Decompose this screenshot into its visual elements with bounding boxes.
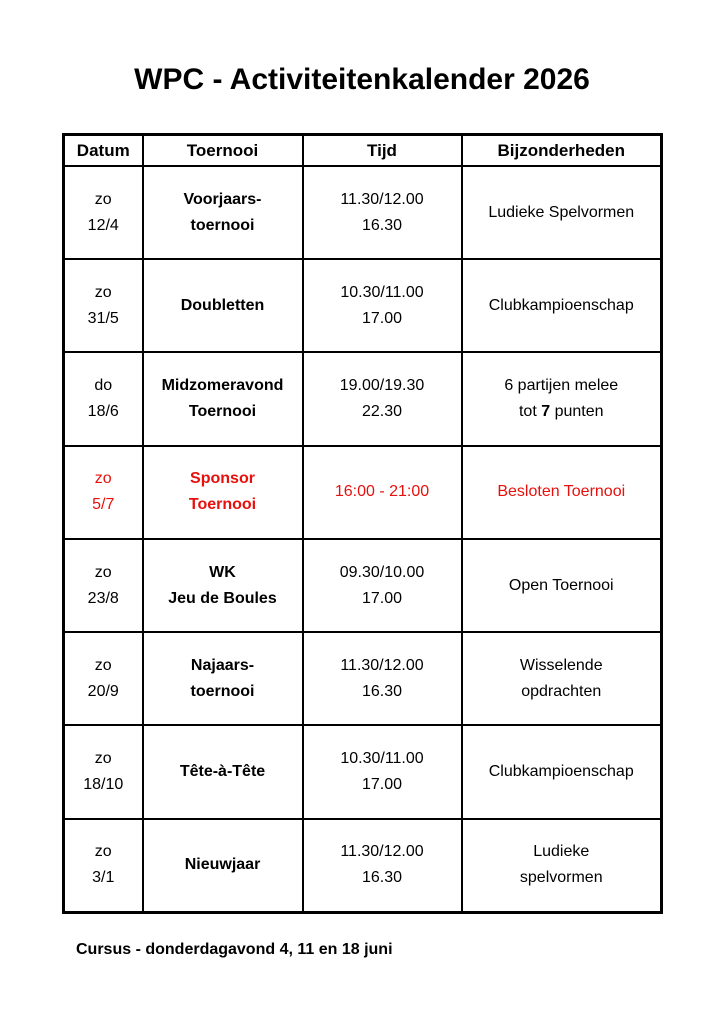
toernooi-cell-line: Sponsor xyxy=(190,470,255,488)
tijd-cell-line: 10.30/11.00 xyxy=(340,750,424,768)
datum-cell xyxy=(64,166,143,259)
toernooi-cell xyxy=(143,352,303,445)
datum-cell-line: zo xyxy=(94,190,112,208)
table-row xyxy=(64,632,662,725)
bijzonderheden-cell-line: Wisselende xyxy=(519,656,603,674)
toernooi-cell-line: Voorjaars- xyxy=(183,190,262,208)
bijzonderheden-cell-line: 6 partijen melee xyxy=(504,377,619,395)
tijd-cell-line: 19.00/19.30 xyxy=(339,377,425,395)
toernooi-cell-line: Jeu de Boules xyxy=(168,589,277,607)
bijzonderheden-cell xyxy=(462,352,662,445)
datum-cell-line: zo xyxy=(94,283,112,301)
datum-cell-line: 20/9 xyxy=(87,682,119,700)
bijzonderheden-cell xyxy=(462,259,662,352)
bijzonderheden-cell xyxy=(462,446,662,539)
tijd-cell xyxy=(303,725,462,818)
datum-cell-line: zo xyxy=(94,656,112,674)
tijd-cell-line: 16:00 - 21:00 xyxy=(334,483,430,501)
bijzonderheden-cell-line: Besloten Toernooi xyxy=(497,483,626,501)
toernooi-cell-line: toernooi xyxy=(190,682,255,700)
datum-cell xyxy=(64,632,143,725)
table-row xyxy=(64,446,662,539)
toernooi-cell-line: toernooi xyxy=(190,216,255,234)
tijd-cell xyxy=(303,446,462,539)
bijzonderheden-cell xyxy=(462,725,662,818)
tijd-cell-line: 17.00 xyxy=(361,309,403,327)
points-number: 7 xyxy=(541,403,551,421)
datum-cell-line: zo xyxy=(94,563,112,581)
tijd-cell-line: 11.30/12.00 xyxy=(340,190,424,208)
tijd-cell xyxy=(303,632,462,725)
toernooi-cell-line: WK xyxy=(209,563,236,581)
datum-cell-line: zo xyxy=(94,843,112,861)
datum-cell-line: 18/10 xyxy=(83,776,124,794)
tijd-cell-line: 09.30/10.00 xyxy=(339,563,425,581)
datum-cell-line: do xyxy=(94,377,113,395)
bijzonderheden-cell-line: tot 7 punten xyxy=(518,403,604,421)
bijzonderheden-cell-line: Open Toernooi xyxy=(508,576,614,594)
activity-calendar-table xyxy=(62,133,663,914)
tijd-cell-line: 17.00 xyxy=(361,776,403,794)
bijzonderheden-cell xyxy=(462,166,662,259)
toernooi-cell-line: Najaars- xyxy=(190,656,255,674)
tijd-cell xyxy=(303,259,462,352)
toernooi-cell-line: Toernooi xyxy=(188,496,257,514)
tijd-cell-line: 11.30/12.00 xyxy=(340,843,424,861)
bijzonderheden-cell xyxy=(462,539,662,632)
tijd-cell-line: 22.30 xyxy=(361,403,403,421)
header-bijzonderheden: Bijzonderheden xyxy=(462,135,662,167)
header-toernooi: Toernooi xyxy=(143,135,303,167)
bijzonderheden-cell-line: Clubkampioenschap xyxy=(488,296,634,314)
datum-cell-line: zo xyxy=(94,750,112,768)
table-body xyxy=(64,166,662,913)
toernooi-cell-line: Doubletten xyxy=(180,296,265,314)
datum-cell xyxy=(64,446,143,539)
tijd-cell-line: 10.30/11.00 xyxy=(340,283,424,301)
datum-cell-line: 3/1 xyxy=(92,869,115,887)
table-row xyxy=(64,539,662,632)
toernooi-cell-line: Toernooi xyxy=(188,403,257,421)
bijzonderheden-cell xyxy=(462,632,662,725)
course-note: Cursus - donderdagavond 4, 11 en 18 juni xyxy=(76,941,393,958)
tijd-cell xyxy=(303,166,462,259)
datum-cell xyxy=(64,259,143,352)
page-title: WPC - Activiteitenkalender 2026 xyxy=(134,63,590,96)
table-row xyxy=(64,259,662,352)
table-row xyxy=(64,166,662,259)
tijd-cell-line: 16.30 xyxy=(361,216,403,234)
toernooi-cell-line: Tête-à-Tête xyxy=(179,763,266,781)
datum-cell-line: 5/7 xyxy=(92,496,115,514)
tijd-cell-line: 16.30 xyxy=(361,682,403,700)
datum-cell-line: zo xyxy=(94,470,112,488)
table-header-row xyxy=(64,135,662,167)
toernooi-cell xyxy=(143,632,303,725)
toernooi-cell xyxy=(143,166,303,259)
datum-cell xyxy=(64,539,143,632)
bijzonderheden-cell xyxy=(462,819,662,913)
tijd-cell xyxy=(303,352,462,445)
header-tijd: Tijd xyxy=(303,135,462,167)
header-datum: Datum xyxy=(64,135,143,167)
toernooi-cell xyxy=(143,819,303,913)
tijd-cell-line: 16.30 xyxy=(361,869,403,887)
datum-cell xyxy=(64,819,143,913)
table-row xyxy=(64,819,662,913)
tijd-cell-line: 11.30/12.00 xyxy=(340,656,424,674)
toernooi-cell xyxy=(143,446,303,539)
datum-cell xyxy=(64,725,143,818)
table-row xyxy=(64,725,662,818)
tijd-cell-line: 17.00 xyxy=(361,589,403,607)
datum-cell xyxy=(64,352,143,445)
table-row xyxy=(64,352,662,445)
datum-cell-line: 23/8 xyxy=(87,589,119,607)
toernooi-cell-line: Midzomeravond xyxy=(161,377,284,395)
datum-cell-line: 18/6 xyxy=(87,403,119,421)
toernooi-cell xyxy=(143,539,303,632)
bijzonderheden-cell-line: Clubkampioenschap xyxy=(488,763,634,781)
tijd-cell xyxy=(303,819,462,913)
bijzonderheden-cell-line: opdrachten xyxy=(521,682,602,700)
datum-cell-line: 31/5 xyxy=(87,309,119,327)
datum-cell-line: 12/4 xyxy=(87,216,119,234)
toernooi-cell xyxy=(143,259,303,352)
bijzonderheden-cell-line: spelvormen xyxy=(519,869,603,887)
bijzonderheden-cell-line: Ludieke xyxy=(533,843,590,861)
tijd-cell xyxy=(303,539,462,632)
bijzonderheden-cell-line: Ludieke Spelvormen xyxy=(488,203,635,221)
toernooi-cell xyxy=(143,725,303,818)
toernooi-cell-line: Nieuwjaar xyxy=(184,856,261,874)
